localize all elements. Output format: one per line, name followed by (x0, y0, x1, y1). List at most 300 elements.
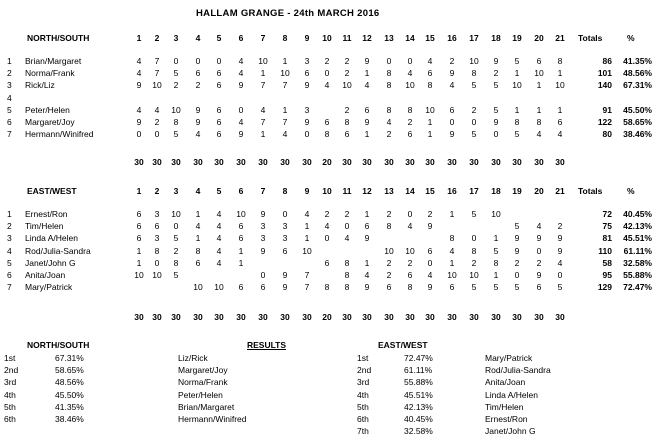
board-score: 4 (449, 80, 455, 91)
board-score: 5 (514, 282, 520, 293)
board-score: 2 (386, 129, 392, 140)
pair-total: 95 (602, 270, 612, 280)
result-place: 3rd (357, 377, 370, 388)
board-score: 8 (195, 245, 201, 256)
results-label: RESULTS (247, 340, 287, 350)
board-number-header: 10 (322, 186, 332, 196)
board-score: 10 (405, 80, 415, 91)
pair-number: 4 (7, 92, 12, 103)
board-score: 1 (364, 129, 370, 140)
board-score: 2 (427, 209, 433, 219)
board-score: 9 (282, 270, 288, 280)
board-score: 4 (136, 104, 142, 115)
board-score: 8 (471, 245, 477, 256)
board-score: 5 (493, 80, 499, 91)
board-score: 5 (493, 282, 499, 293)
board-score: 9 (364, 233, 370, 244)
board-score: 1 (493, 270, 499, 280)
board-score: 5 (557, 282, 563, 293)
pair-total: 129 (597, 282, 612, 293)
result-place: 1st (4, 353, 16, 363)
board-score: 9 (493, 117, 499, 127)
pair-name: Ernest/Ron (25, 209, 68, 219)
pair-name: Margaret/Joy (25, 117, 75, 127)
board-score: 1 (282, 104, 288, 115)
result-percent: 38.46% (55, 414, 84, 424)
board-score: 4 (238, 56, 244, 66)
board-score: 0 (536, 245, 542, 256)
board-score: 4 (282, 129, 288, 140)
totals-header: Totals (578, 33, 603, 43)
board-score: 6 (154, 221, 160, 232)
result-pair-name: Norma/Frank (178, 377, 228, 388)
percent-header: % (627, 186, 635, 196)
board-score: 2 (449, 56, 455, 66)
pair-name: Rod/Julia-Sandra (25, 245, 91, 256)
board-score: 0 (324, 233, 330, 244)
board-score: 8 (514, 117, 520, 127)
board-score: 7 (260, 80, 266, 91)
result-place: 7th (357, 426, 369, 437)
result-pair-name: Mary/Patrick (485, 353, 533, 363)
board-score: 10 (512, 80, 522, 91)
board-score: 2 (514, 257, 520, 268)
pair-number: 5 (7, 104, 12, 115)
board-score: 1 (514, 68, 520, 79)
board-max-score: 30 (491, 312, 501, 322)
board-score: 8 (536, 117, 542, 127)
result-pair-name: Brian/Margaret (178, 401, 235, 412)
board-score: 6 (407, 270, 413, 280)
result-pair-name: Rod/Julia-Sandra (485, 365, 551, 376)
board-score: 2 (386, 270, 392, 280)
board-score: 6 (407, 129, 413, 140)
totals-header: Totals (578, 186, 603, 196)
board-score: 4 (136, 68, 142, 79)
board-score: 5 (173, 129, 179, 140)
board-score: 10 (425, 104, 435, 115)
pair-number: 5 (7, 257, 12, 268)
board-score: 9 (557, 245, 563, 256)
board-score: 10 (555, 80, 565, 91)
pair-total: 122 (597, 117, 612, 127)
result-percent: 61.11% (404, 365, 433, 376)
board-score: 0 (471, 117, 477, 127)
board-score: 8 (386, 68, 392, 79)
board-score: 9 (449, 129, 455, 140)
board-score: 10 (134, 270, 144, 280)
pair-name: Linda A/Helen (25, 233, 78, 244)
board-score: 8 (427, 80, 433, 91)
board-score: 5 (471, 209, 477, 219)
board-number-header: 15 (425, 186, 435, 196)
board-number-header: 13 (384, 186, 394, 196)
board-score: 1 (260, 129, 266, 140)
board-max-score: 30 (152, 157, 162, 167)
board-score: 5 (493, 104, 499, 115)
board-score: 2 (407, 117, 413, 127)
results-ew-heading: EAST/WEST (378, 340, 428, 350)
board-max-score: 30 (193, 312, 203, 322)
percent-header: % (627, 33, 635, 43)
board-score: 2 (536, 257, 542, 268)
result-place: 5th (4, 401, 16, 412)
pair-number: 6 (7, 270, 12, 280)
result-place: 2nd (4, 365, 19, 376)
pair-number: 2 (7, 68, 12, 79)
board-score: 1 (304, 233, 310, 244)
board-score: 6 (427, 68, 433, 79)
board-number-header: 12 (362, 186, 372, 196)
board-score: 8 (344, 282, 350, 293)
pair-total: 91 (602, 104, 612, 115)
pair-number: 3 (7, 80, 12, 91)
board-score: 1 (195, 233, 201, 244)
result-pair-name: Liz/Rick (178, 353, 208, 363)
board-score: 4 (386, 117, 392, 127)
board-max-score: 30 (425, 157, 435, 167)
board-score: 8 (407, 104, 413, 115)
board-score: 1 (557, 104, 563, 115)
pair-name: Norma/Frank (25, 68, 75, 79)
board-score: 8 (324, 282, 330, 293)
board-score: 1 (282, 56, 288, 66)
board-score: 0 (136, 129, 142, 140)
board-number-header: 13 (384, 33, 394, 43)
board-score: 6 (216, 68, 222, 79)
board-score: 1 (136, 257, 142, 268)
board-score: 9 (238, 80, 244, 91)
board-score: 10 (447, 270, 457, 280)
board-score: 10 (302, 245, 312, 256)
board-score: 9 (427, 221, 433, 232)
board-max-score: 30 (214, 312, 224, 322)
board-number-header: 15 (425, 33, 435, 43)
pair-name: Mary/Patrick (25, 282, 73, 293)
result-percent: 45.50% (55, 389, 84, 400)
board-score: 3 (304, 104, 310, 115)
board-score: 4 (324, 221, 330, 232)
board-score: 6 (260, 282, 266, 293)
board-score: 4 (238, 117, 244, 127)
board-score: 4 (154, 104, 160, 115)
board-score: 4 (536, 129, 542, 140)
board-score: 3 (282, 221, 288, 232)
board-number-header: 8 (282, 33, 288, 43)
board-score: 8 (471, 68, 477, 79)
board-number-header: 5 (216, 33, 222, 43)
board-max-score: 30 (342, 312, 352, 322)
result-place: 5th (357, 401, 369, 412)
board-score: 0 (557, 270, 563, 280)
board-score: 6 (364, 104, 370, 115)
board-score: 1 (364, 209, 370, 219)
board-number-header: 17 (469, 33, 479, 43)
board-max-score: 30 (280, 312, 290, 322)
board-number-header: 16 (447, 186, 457, 196)
board-score: 6 (557, 117, 563, 127)
board-score: 7 (282, 117, 288, 127)
board-score: 4 (304, 209, 310, 219)
board-score: 6 (216, 129, 222, 140)
board-max-score: 30 (362, 312, 372, 322)
board-score: 5 (471, 282, 477, 293)
board-score: 0 (386, 56, 392, 66)
board-score: 0 (195, 56, 201, 66)
board-score: 1 (136, 245, 142, 256)
board-max-score: 30 (258, 157, 268, 167)
board-score: 9 (304, 80, 310, 91)
board-score: 3 (154, 233, 160, 244)
pair-percent: 45.50% (623, 104, 652, 115)
board-number-header: 18 (491, 33, 501, 43)
board-number-header: 20 (534, 33, 544, 43)
pair-number: 1 (7, 209, 12, 219)
board-number-header: 11 (342, 33, 352, 43)
board-number-header: 9 (304, 186, 310, 196)
board-score: 5 (173, 68, 179, 79)
board-max-score: 30 (425, 312, 435, 322)
board-max-score: 30 (512, 312, 522, 322)
board-score: 6 (238, 221, 244, 232)
board-max-score: 30 (193, 157, 203, 167)
board-number-header: 1 (136, 186, 142, 196)
board-score: 8 (449, 233, 455, 244)
pair-number: 3 (7, 233, 12, 244)
board-score: 8 (344, 257, 350, 268)
board-score: 1 (449, 257, 455, 268)
result-place: 1st (357, 353, 369, 363)
pair-total: 80 (602, 129, 612, 140)
result-percent: 55.88% (404, 377, 433, 388)
board-score: 8 (324, 129, 330, 140)
board-score: 9 (493, 56, 499, 66)
board-score: 6 (238, 282, 244, 293)
board-score: 0 (407, 209, 413, 219)
board-score: 9 (557, 233, 563, 244)
board-score: 9 (282, 282, 288, 293)
board-score: 9 (536, 270, 542, 280)
pair-number: 7 (7, 129, 12, 140)
board-max-score: 30 (362, 157, 372, 167)
board-max-score: 30 (469, 312, 479, 322)
board-score: 10 (280, 68, 290, 79)
board-score: 2 (344, 56, 350, 66)
board-score: 6 (304, 68, 310, 79)
board-score: 1 (195, 209, 201, 219)
board-score: 1 (557, 68, 563, 79)
board-score: 10 (214, 282, 224, 293)
pair-percent: 67.31% (623, 80, 652, 91)
result-pair-name: Anita/Joan (485, 377, 526, 388)
board-max-score: 30 (534, 312, 544, 322)
board-score: 5 (173, 270, 179, 280)
board-score: 2 (195, 80, 201, 91)
board-score: 3 (154, 209, 160, 219)
board-score: 3 (282, 233, 288, 244)
board-number-header: 6 (238, 186, 244, 196)
board-score: 0 (427, 257, 433, 268)
pair-percent: 61.11% (623, 245, 652, 256)
results-ns-heading: NORTH/SOUTH (27, 340, 90, 350)
board-score: 4 (364, 270, 370, 280)
board-score: 0 (407, 56, 413, 66)
board-score: 0 (449, 117, 455, 127)
pair-name: Peter/Helen (25, 104, 70, 115)
pair-percent: 42.13% (623, 221, 652, 232)
board-score: 6 (344, 129, 350, 140)
board-score: 9 (195, 104, 201, 115)
section-heading: EAST/WEST (27, 186, 77, 196)
board-score: 7 (304, 270, 310, 280)
board-score: 0 (173, 56, 179, 66)
board-score: 6 (216, 117, 222, 127)
board-score: 0 (238, 104, 244, 115)
board-score: 6 (136, 221, 142, 232)
board-score: 10 (469, 270, 479, 280)
pair-name: Janet/John G (25, 257, 76, 268)
board-score: 4 (344, 233, 350, 244)
board-score: 0 (324, 68, 330, 79)
board-score: 4 (238, 68, 244, 79)
board-score: 6 (364, 221, 370, 232)
board-score: 4 (216, 221, 222, 232)
result-pair-name: Ernest/Ron (485, 414, 528, 424)
board-score: 7 (260, 117, 266, 127)
board-score: 6 (136, 209, 142, 219)
board-score: 6 (536, 282, 542, 293)
board-score: 9 (364, 282, 370, 293)
board-number-header: 18 (491, 186, 501, 196)
board-score: 10 (491, 209, 501, 219)
board-score: 2 (386, 257, 392, 268)
board-score: 10 (171, 104, 181, 115)
board-score: 9 (136, 117, 142, 127)
board-number-header: 2 (154, 186, 160, 196)
board-number-header: 9 (304, 33, 310, 43)
result-place: 2nd (357, 365, 372, 376)
board-score: 7 (282, 80, 288, 91)
board-score: 8 (493, 257, 499, 268)
pair-total: 75 (602, 221, 612, 232)
result-pair-name: Linda A/Helen (485, 389, 538, 400)
board-score: 1 (364, 68, 370, 79)
board-score: 6 (427, 245, 433, 256)
board-score: 1 (427, 117, 433, 127)
board-score: 8 (154, 245, 160, 256)
board-number-header: 16 (447, 33, 457, 43)
page-title: HALLAM GRANGE - 24th MARCH 2016 (196, 8, 380, 19)
pair-total: 101 (597, 68, 612, 79)
board-score: 8 (173, 257, 179, 268)
board-max-score: 30 (171, 312, 181, 322)
board-max-score: 30 (171, 157, 181, 167)
result-percent: 32.58% (404, 426, 433, 437)
board-score: 6 (324, 117, 330, 127)
board-score: 0 (154, 257, 160, 268)
board-score: 10 (342, 80, 352, 91)
result-pair-name: Hermann/Winifred (178, 414, 247, 424)
board-score: 0 (173, 221, 179, 232)
board-score: 9 (136, 80, 142, 91)
board-number-header: 21 (555, 186, 565, 196)
board-score: 4 (195, 221, 201, 232)
board-max-score: 30 (134, 157, 144, 167)
board-score: 0 (493, 129, 499, 140)
board-number-header: 19 (512, 33, 522, 43)
board-number-header: 4 (195, 186, 201, 196)
board-max-score: 30 (134, 312, 144, 322)
board-score: 2 (173, 245, 179, 256)
board-score: 2 (344, 68, 350, 79)
board-score: 9 (427, 282, 433, 293)
board-number-header: 6 (238, 33, 244, 43)
board-score: 1 (427, 129, 433, 140)
board-score: 9 (514, 245, 520, 256)
pair-number: 7 (7, 282, 12, 293)
result-place: 6th (357, 414, 369, 424)
board-score: 1 (536, 104, 542, 115)
result-place: 3rd (4, 377, 17, 388)
board-score: 10 (193, 282, 203, 293)
result-percent: 45.51% (404, 389, 433, 400)
pair-name: Anita/Joan (25, 270, 66, 280)
pair-name: Tim/Helen (25, 221, 64, 232)
result-place: 4th (4, 389, 16, 400)
board-score: 2 (324, 209, 330, 219)
board-score: 0 (514, 270, 520, 280)
section-heading: NORTH/SOUTH (27, 33, 90, 43)
board-score: 9 (514, 233, 520, 244)
board-score: 8 (344, 117, 350, 127)
board-max-score: 30 (405, 312, 415, 322)
board-score: 0 (154, 129, 160, 140)
board-score: 5 (173, 233, 179, 244)
board-score: 5 (514, 221, 520, 232)
pair-name: Hermann/Winifred (25, 129, 94, 140)
board-score: 4 (557, 257, 563, 268)
result-place: 4th (357, 389, 369, 400)
board-number-header: 19 (512, 186, 522, 196)
board-number-header: 8 (282, 186, 288, 196)
board-score: 1 (364, 257, 370, 268)
board-number-header: 17 (469, 186, 479, 196)
board-score: 7 (304, 282, 310, 293)
board-number-header: 5 (216, 186, 222, 196)
board-score: 10 (258, 56, 268, 66)
board-score: 4 (536, 221, 542, 232)
board-score: 5 (471, 80, 477, 91)
board-score: 10 (152, 80, 162, 91)
board-score: 2 (154, 117, 160, 127)
pair-name: Brian/Margaret (25, 56, 82, 66)
board-score: 9 (238, 129, 244, 140)
board-score: 6 (195, 68, 201, 79)
board-score: 4 (216, 257, 222, 268)
board-number-header: 3 (173, 33, 179, 43)
board-max-score: 30 (447, 312, 457, 322)
board-score: 2 (386, 209, 392, 219)
board-max-score: 30 (555, 312, 565, 322)
board-max-score: 30 (302, 157, 312, 167)
board-score: 5 (471, 129, 477, 140)
board-score: 3 (260, 221, 266, 232)
board-score: 2 (173, 80, 179, 91)
board-number-header: 7 (260, 33, 266, 43)
board-score: 3 (260, 233, 266, 244)
board-score: 0 (304, 129, 310, 140)
board-score: 9 (260, 245, 266, 256)
